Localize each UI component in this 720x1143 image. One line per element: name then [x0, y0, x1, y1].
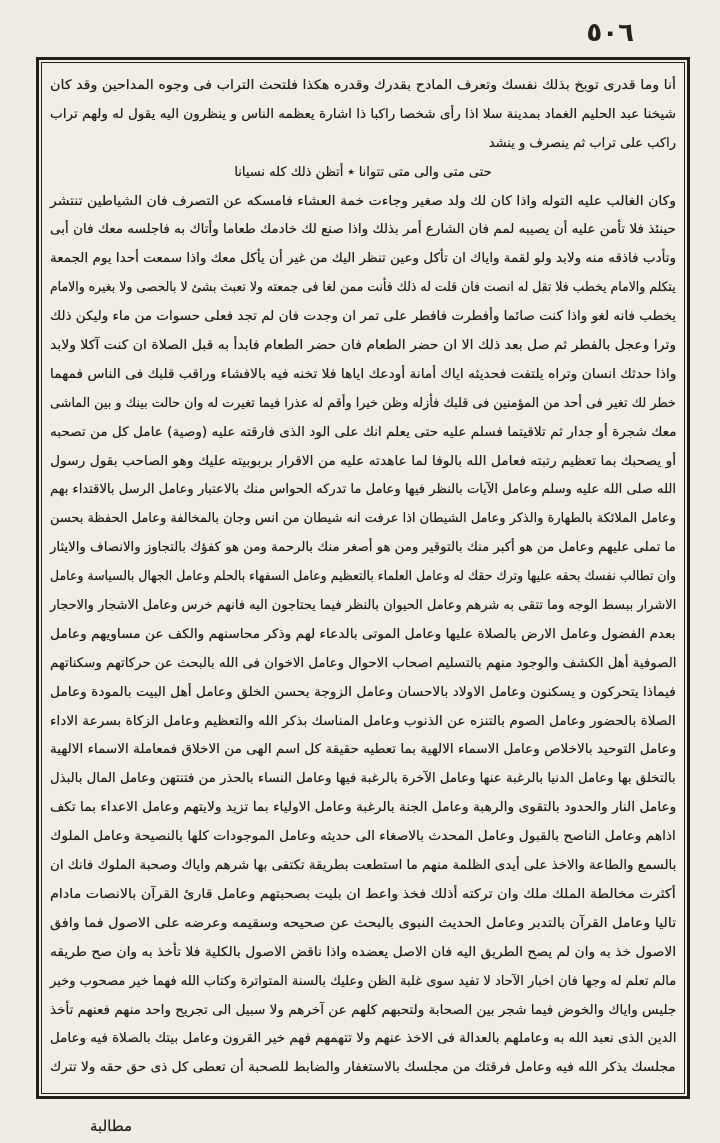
text-line: [50, 188, 676, 217]
text-line-content: وعامل الملائكة بالطهارة والذكر وعامل الشيطان اذا عرفت انه شيطان من انس وجان بالمخالفة وعامل الحفظة بحسن: [50, 511, 676, 527]
text-line-content: فيماذا يتحركون و يسكنون وعامل الاولاد بالاحسان وعامل الزوجة بحسن الخلق وعامل أهل البيت بالمودة وعامل: [50, 684, 676, 700]
text-line-content: الله صلى الله عليه وسلم وعامل الآيات بالنظر فيها وعامل ما تدركه الحواس منك بالاعتبار وعامل الرسل بالاقتداء بهم: [49, 482, 676, 498]
text-line: [50, 101, 676, 130]
text-line: [50, 679, 676, 708]
text-line: [50, 708, 676, 737]
text-block: [50, 72, 676, 1090]
text-line: [50, 448, 676, 477]
text-line: [50, 592, 676, 621]
text-line: [50, 303, 676, 332]
text-line-content: معك شجرة أو جدار ثم تلاقيتما فسلم عليه حتى يعلم انك على الود الذى فارقته عليه (وصية) عامل كل من تصحبه: [49, 424, 676, 440]
text-line: [50, 274, 676, 303]
text-line: [50, 505, 676, 534]
text-line: [50, 563, 676, 592]
text-line: [50, 794, 676, 823]
text-line-content: أو يصحبك بما تعظيم رتبته فعامل الله بالوفا لما عاهدته عليه من الاقرار بربوبيته عليك وهو الصاحب بقول رسول: [49, 453, 676, 469]
text-line: [50, 332, 676, 361]
text-line: [50, 130, 676, 159]
text-line: [50, 245, 676, 274]
text-line-content: بعدم الفضول وعامل الارض بالصلاة عليها وعامل الموتى بالدعاء لهم وذكر محاسنهم والكف عن مساويهم وعامل: [50, 626, 676, 642]
text-line: [50, 997, 676, 1026]
text-line-content: الاشرار ببسط الوجه وما تتقى به شرهم وعامل الحيوان بالنظر فيما يحتاجون اليه فانهم خرس وعامل الاشجار والاحجار: [49, 598, 676, 614]
text-line-content: جليس واياك والخوض فيما شجر بين الصحابة ولتحبهم كلهم عن آخرهم ولا سبيل الى تجريح واحد منهم فعنهم تأخذ: [49, 1002, 676, 1018]
text-line: [50, 419, 676, 448]
text-line-content: وترا وعجل بالفطر ثم صل بعد ذلك الا ان حضر الطعام فان حضر الطعام فابدأ به قبل الصلاة ان كنت آكلا ولابد: [49, 338, 676, 354]
text-line: [50, 1054, 676, 1083]
text-line: [50, 823, 676, 852]
text-line: [50, 216, 676, 245]
text-line-content: وكان الغالب عليه التوله واذا كان لك ولد صغير وجاءت خمة العشاء فامسكه عن التصرف فان الشياطين تنتشر: [49, 193, 676, 209]
text-line-content: واذا حدثك انسان وتراه يلتفت فحديثه اياك أمانة أودعك اياها فلا تخنه فيه بالافشاء وراقب قلبك فى الناس فمهما: [49, 366, 676, 382]
text-line: [50, 361, 676, 390]
text-line: [50, 968, 676, 997]
text-line: [50, 881, 676, 910]
catchword: مطالبة: [90, 1117, 133, 1135]
text-line-content: وعامل التوحيد بالاخلاص وعامل الاسماء الالهية بما تعطيه حقيقة كل اسم الهى من الاخلاق فمعاملة الاسماء الالهية: [49, 742, 676, 758]
text-line: [50, 1025, 676, 1054]
text-line-content: أكثرت مخالطة الملك ملك وان تركته أذلك فخذ واعط ان بليت بصحبتهم وعامل قارئ القرآن بالانصات مادام: [50, 886, 676, 902]
text-line-content: بالسمع والطاعة والاخذ على أيدى الظلمة منهم ما استطعت بطريقة تكتفى بها شرهم واياك وصحبة الملوك فانك ان: [49, 858, 676, 874]
text-line: [50, 534, 676, 563]
text-line-content: اذاهم وعامل الناصح بالقبول وعامل المحدث بالاصغاء الى حديثه وعامل الموجودات كلها بالنصيحة وعامل الملوك: [50, 829, 676, 845]
text-line-content: وعامل النار والحدود بالتقوى والرهبة وعامل الجنة بالرغبة وعامل الاولياء بما تزيد ولايتهم وعامل الاعداء بما تكف: [49, 800, 676, 816]
text-line-content: مالم تعلم له وجها فان اخبار الآحاد لا تفيد سوى غلبة الظن وعليك بالسنة المتواترة وكتاب الله فهما خير مصحوب وخير: [49, 973, 676, 989]
text-line-content: يخطب فانه لغو واذا كنت صائما وأفطرت فافطر على تمر ان وجدت فان لم تجد فعلى حسوات من ماء وليكن ذلك: [49, 309, 676, 325]
text-line-content: وتأدب فاذقه منه ولابد ولو لقمة واياك ان تأكل وعين تنظر اليك من غير أن يأكل معك واذا سمعت أحدا يوم الجمعة: [49, 251, 676, 267]
text-line-content: الاصول خذ به وان لم يصح الطريق اليه فان الاصل يعضده واذا ناقض الاصول بالكلية فلا تأخذ به وان صح طريقه: [49, 944, 676, 960]
text-line-content: الدين الذى نعبد الله به وعاملهم بالعدالة فى الاخذ عنهم ولا تتهمهم فهم خير القرون وعامل بيتك بالصلاة فيه وعامل: [49, 1031, 676, 1047]
text-line: [50, 910, 676, 939]
text-line: [50, 765, 676, 794]
text-line: [50, 736, 676, 765]
text-line-content: الصلاة بالحضور وعامل الصوم بالتنزه عن الذنوب وعامل المناسك بذكر الله والتعظيم وعامل الزكاة بسرعة الاداء: [50, 713, 676, 729]
page-number: ٥٠٦: [586, 18, 634, 48]
text-line: [50, 939, 676, 968]
text-line-content: تاليا وعامل القرآن بالتدبر وعامل الحديث النبوى بالبحث عن صحيحه وسقيمه وعرضه على الاصول فما وافق: [49, 915, 676, 931]
text-line-content: أنا وما قدرى توبخ بذلك نفسك وتعرف المادح بقدرك وقدره هكذا فلتحث التراب فى وجوه المداحين وقد كان: [50, 78, 676, 93]
page-border-frame: [36, 57, 690, 1099]
text-line-content: شيخنا عبد الحليم الغماد بمدينة سلا اذا رأى شخصا راكبا ذا اشارة يعظمه الناس و ينظرون اليه يقول له ولهم تراب: [50, 106, 676, 122]
text-line-content: ما تملى عليهم وعامل من هو أكبر منك بالتوقير ومن هو أصغر منك بالرحمة ومن هو كفؤك بالتجاوز والانصاف والايثار: [50, 540, 676, 556]
text-line: [50, 72, 676, 101]
text-line: [50, 621, 676, 650]
text-line-content: مجلسك بذكر الله فيه وعامل فرقتك من مجلسك بالاستغفار والضابط للصحبة أن تعطى كل ذى حق حقه ولا تترك: [50, 1060, 676, 1076]
text-line-content: وان تطالب نفسك بحقه عليها وترك حقك له وعامل العلماء بالتعظيم وعامل السفهاء بالحلم وعامل الجهال بالسياسة وعامل: [49, 569, 676, 585]
text-line-content: خطر لك تغير فى أحد من المؤمنين فى قلبك فأزله وظن خيرا وأقم له عذرا فيما تغيرت له وان حالت بينك و بين الماشى: [50, 395, 676, 411]
text-line: [50, 476, 676, 505]
text-line-content: بالتخلق بها وعامل الدنيا بالرغبة عنها وعامل الآخرة بالرغبة فيها وعامل النساء بالحذر من فتنتهن وعامل المال بالبذل: [50, 771, 676, 787]
text-line: [50, 650, 676, 679]
text-line-content: يتكلم والامام يخطب فلا تقل له انصت فان قلت له ذلك فأنت ممن لغا فى جمعته ولا تعبث بشئ لا بالحصى ولا بغيره والامام: [50, 280, 676, 296]
text-line-content: الصوفية أهل الكشف والوجود منهم بالتسليم اصحاب الاحوال وعامل الاخوان فى الله بالبحث عن حركاتهم وسكناتهم: [49, 655, 676, 671]
text-line-content: حينئذ فلا تأمن عليه أن يصيبه لمم فان الشارع أمر بذلك واذا صنع لك خادمك طعاما وأتاك به فاجلسه معك فان أبى: [50, 222, 676, 238]
text-line-content: حتى متى والى متى تتوانا ٭ أتظن ذلك كله نسيانا: [234, 164, 492, 180]
verse-line: [50, 159, 676, 188]
text-line: [50, 390, 676, 419]
text-line: [50, 852, 676, 881]
text-line-content: راكب على تراب ثم ينصرف و ينشد: [488, 135, 676, 151]
